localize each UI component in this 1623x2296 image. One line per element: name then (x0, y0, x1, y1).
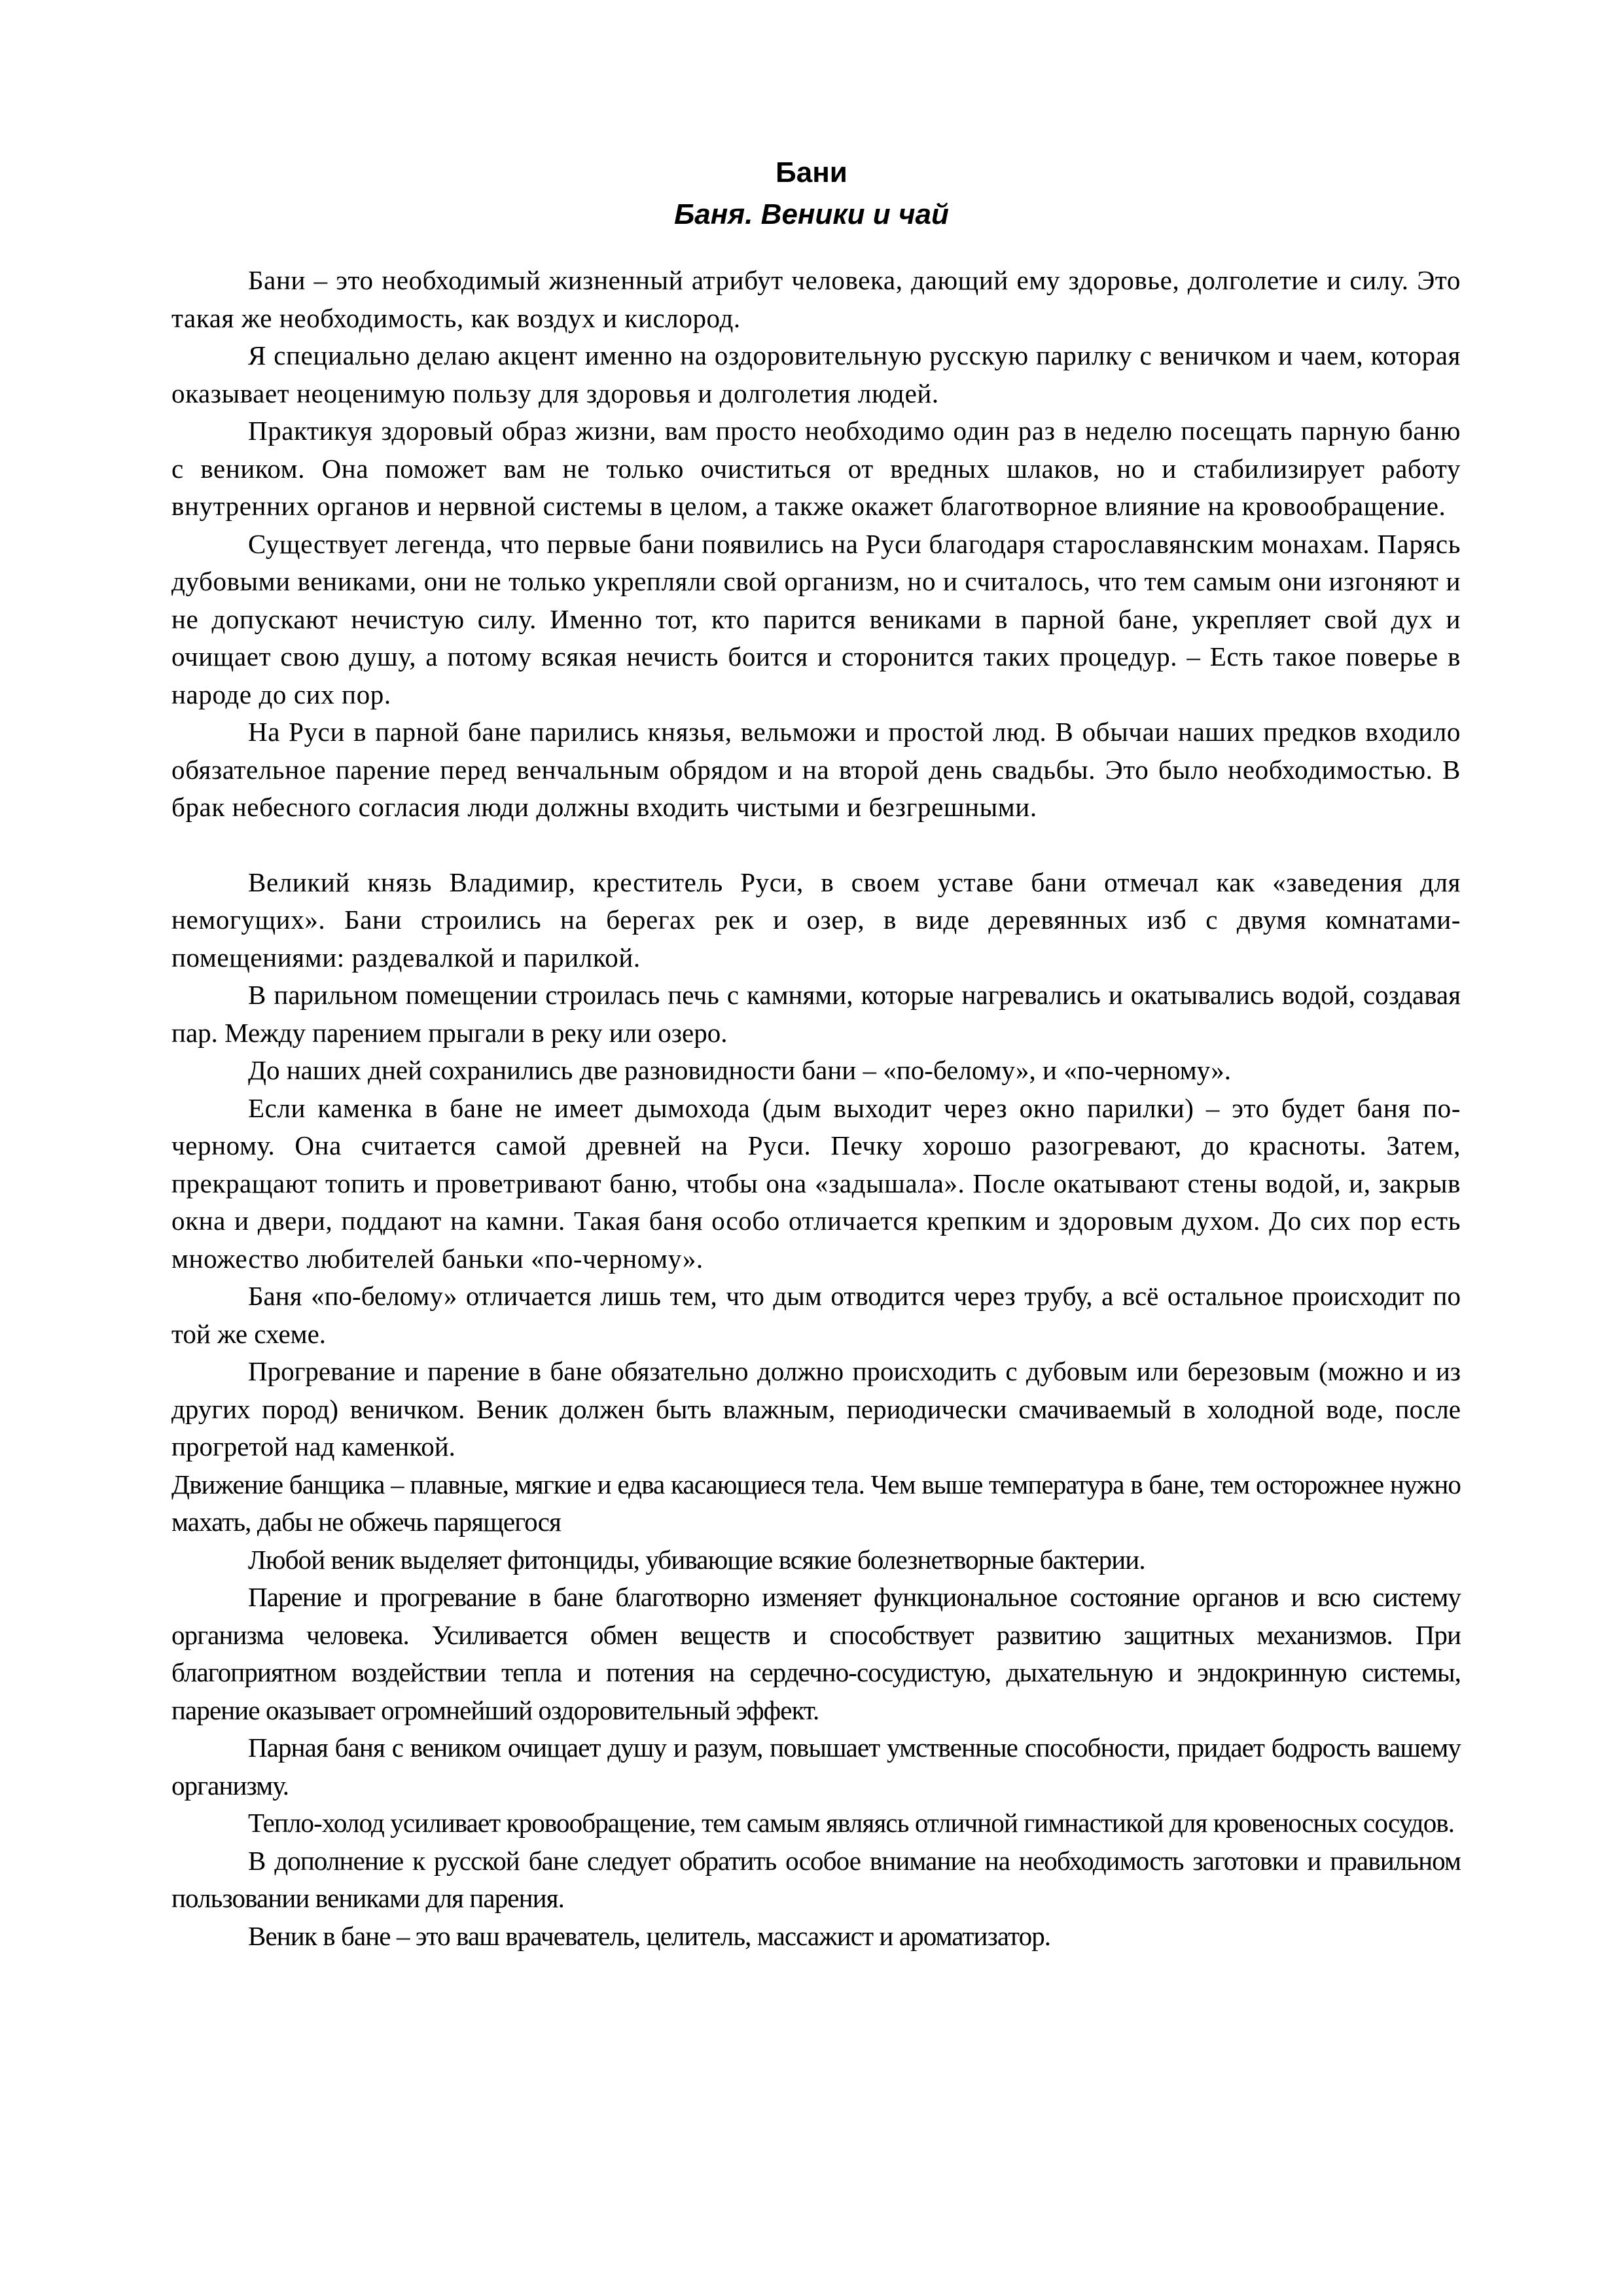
paragraph: На Руси в парной бане парились князья, вельможи и простой люд. В обычаи наших предков входило обязательное парение перед венчальным обрядом и на второй день свадьбы. Это было необходимостью. В брак небесного согласия люди должны входить чистыми и безгрешными. (171, 717, 1461, 822)
paragraph: Бани – это необходимый жизненный атрибут человека, дающий ему здоровье, долголетие и силу. Это такая же необходимость, как воздух и кислород. (171, 265, 1461, 333)
paragraph: Я специально делаю акцент именно на оздоровительную русскую парилку с веничком и чаем, которая оказывает неоценимую пользу для здоровья и долголетия людей. (171, 340, 1461, 408)
paragraph: Движение банщика – плавные, мягкие и едва касающиеся тела. Чем выше температура в бане, тем осторожнее нужно махать, дабы не обжечь парящегося (171, 1469, 1461, 1537)
paragraph: В дополнение к русской бане следует обратить особое внимание на необходимость заготовки и правильном пользовании вениками для парения. (171, 1845, 1461, 1913)
paragraph: Прогревание и парение в бане обязательно должно происходить с дубовым или березовым (можно и из других пород) веничком. Веник должен быть влажным, периодически смачиваемый в холодной воде, после прогретой над каменкой. (171, 1356, 1461, 1462)
paragraph: Тепло-холод усиливает кровообращение, тем самым являясь отличной гимнастикой для кровеносных сосудов. (248, 1808, 1455, 1838)
document-title: Бани (776, 156, 847, 188)
document-body (171, 262, 1461, 1955)
paragraph: Баня «по-белому» отличается лишь тем, что дым отводится через трубу, а всё остальное происходит по той же схеме. (171, 1281, 1461, 1349)
document-header (0, 152, 1623, 236)
paragraph: Великий князь Владимир, креститель Руси, в своем уставе бани отмечал как «заведения для немогущих». Бани строились на берегах рек и озер, в виде деревянных изб с двумя комнатами-помещениями: раздевалкой и парилкой. (171, 867, 1461, 973)
paragraph: До наших дней сохранились две разновидности бани – «по-белому», и «по-черному». (248, 1055, 1231, 1085)
document-subtitle: Баня. Веники и чай (674, 198, 949, 230)
paragraph: Существует легенда, что первые бани появились на Руси благодаря старославянским монахам. Парясь дубовыми вениками, они не только укрепляли свой организм, но и считалось, что тем самым они изгоняют и не допускают нечистую силу. Именно тот, кто парится вениками в парной бане, укрепляет свой дух и очищает свою душу, а потому всякая нечисть боится и сторонится таких процедур. – Есть такое поверье в народе до сих пор. (171, 528, 1461, 709)
paragraph: В парильном помещении строилась печь с камнями, которые нагревались и окатывались водой, создавая пар. Между парением прыгали в реку или озеро. (171, 980, 1461, 1048)
paragraph: Парная баня с веником очищает душу и разум, повышает умственные способности, придает бодрость вашему организму. (171, 1732, 1461, 1801)
paragraph: Веник в бане – это ваш врачеватель, целитель, массажист и ароматизатор. (248, 1920, 1051, 1951)
paragraph: Любой веник выделяет фитонциды, убивающие всякие болезнетворные бактерии. (248, 1544, 1145, 1575)
paragraph: Если каменка в бане не имеет дымохода (дым выходит через окно парилки) – это будет баня по-черному. Она считается самой древней на Руси. Печку хорошо разогревают, до красноты. Затем, прекращают топить и проветривают баню, чтобы она «задышала». После окатывают стены водой, и, закрыв окна и двери, поддают на камни. Такая баня особо отличается крепким и здоровым духом. До сих пор есть множество любителей баньки «по-черному». (171, 1092, 1461, 1274)
paragraph: Парение и прогревание в бане благотворно изменяет функциональное состояние органов и всю систему организма человека. Усиливается обмен веществ и способствует развитию защитных механизмов. При благоприятном воздействии тепла и потения на сердечно-сосудистую, дыхательную и эндокринную системы, парение оказывает огромнейший оздоровительный эффект. (171, 1582, 1461, 1725)
paragraph: Практикуя здоровый образ жизни, вам просто необходимо один раз в неделю посещать парную баню с веником. Она поможет вам не только очиститься от вредных шлаков, но и стабилизирует работу внутренних органов и нервной системы в целом, а также окажет благотворное влияние на кровообращение. (171, 416, 1461, 521)
